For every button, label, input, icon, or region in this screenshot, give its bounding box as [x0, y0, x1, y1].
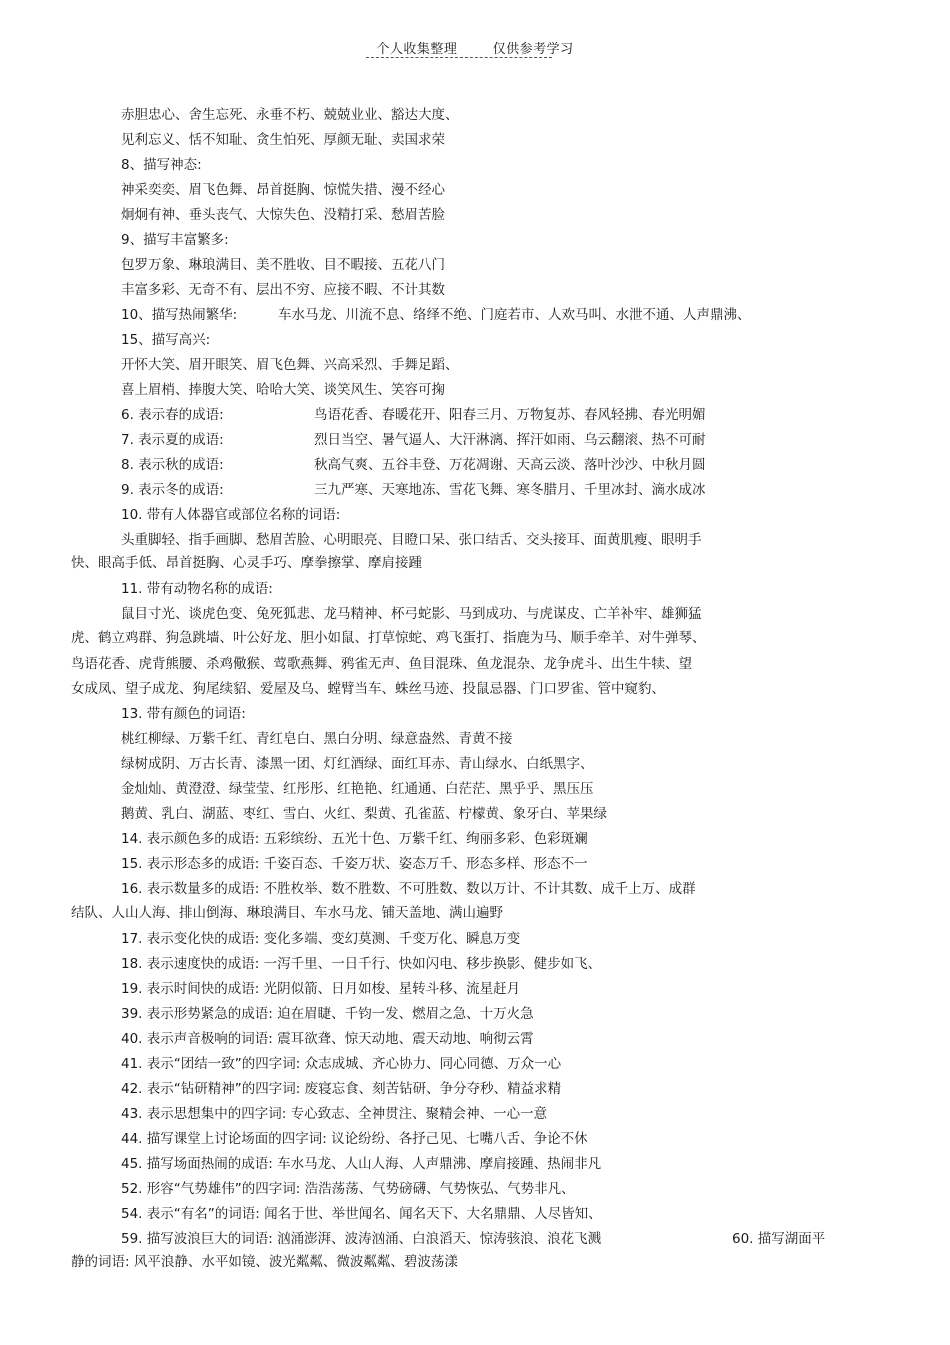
text-line: 42. 表示“钻研精神”的四字词: 废寝忘食、刻苦钻研、争分夺秒、精益求精 [121, 1081, 562, 1097]
text-line: 15. 表示形态多的成语: 千姿百态、千姿万状、姿态万千、形态多样、形态不一 [121, 856, 588, 872]
text-line: 神采奕奕、眉飞色舞、昂首挺胸、惊慌失措、漫不经心 [121, 182, 445, 198]
text-line: 包罗万象、琳琅满目、美不胜收、目不暇接、五花八门 [121, 257, 445, 273]
section-heading: 9. 表示冬的成语: [121, 482, 224, 498]
text-line: 40. 表示声音极响的词语: 震耳欲聋、惊天动地、震天动地、响彻云霄 [121, 1031, 534, 1047]
text-line: 喜上眉梢、捧腹大笑、哈哈大笑、谈笑风生、笑容可掬 [121, 382, 445, 398]
text-line: 绿树成阴、万古长青、漆黑一团、灯红酒绿、面红耳赤、青山绿水、白纸黑字、 [121, 756, 594, 772]
text-line: 开怀大笑、眉开眼笑、眉飞色舞、兴高采烈、手舞足蹈、 [121, 357, 459, 373]
section-heading: 11. 带有动物名称的成语: [121, 581, 273, 597]
text-line: 43. 表示思想集中的四字词: 专心致志、全神贯注、聚精会神、一心一意 [121, 1106, 548, 1122]
text-line: 虎、鹤立鸡群、狗急跳墙、叶公好龙、胆小如鼠、打草惊蛇、鸡飞蛋打、指鹿为马、顺手牵羊、对牛弹琴、 [71, 630, 706, 646]
text-line: 丰富多彩、无奇不有、层出不穷、应接不暇、不计其数 [121, 282, 445, 298]
text-line: 静的词语: 风平浪静、水平如镜、波光粼粼、微波粼粼、碧波荡漾 [71, 1254, 458, 1270]
text-line: 鹅黄、乳白、湖蓝、枣红、雪白、火红、梨黄、孔雀蓝、柠檬黄、象牙白、苹果绿 [121, 806, 607, 822]
text-line: 烈日当空、暑气逼人、大汗淋漓、挥汗如雨、乌云翻滚、热不可耐 [314, 432, 706, 448]
text-line: 17. 表示变化快的成语: 变化多端、变幻莫测、千变万化、瞬息万变 [121, 931, 521, 947]
text-line: 59. 描写波浪巨大的词语: 汹涌澎湃、波涛汹涌、白浪滔天、惊涛骇浪、浪花飞溅 [121, 1231, 602, 1247]
text-line: 19. 表示时间快的成语: 光阴似箭、日月如梭、星转斗移、流星赶月 [121, 981, 521, 997]
text-line: 60. 描写湖面平 [732, 1231, 826, 1247]
text-line: 鼠目寸光、谈虎色变、兔死狐悲、龙马精神、杯弓蛇影、马到成功、与虎谋皮、亡羊补牢、雄狮猛 [121, 606, 702, 622]
text-line: 鸟语花香、春暖花开、阳春三月、万物复苏、春风轻拂、春光明媚 [314, 407, 706, 423]
text-line: 44. 描写课堂上讨论场面的四字词: 议论纷纷、各抒己见、七嘴八舌、争论不休 [121, 1131, 588, 1147]
text-line: 快、眼高手低、昂首挺胸、心灵手巧、摩拳擦掌、摩肩接踵 [71, 555, 422, 571]
page-header [0, 38, 950, 57]
section-heading: 8、描写神态: [121, 157, 202, 173]
text-line: 鸟语花香、虎背熊腰、杀鸡儆猴、莺歌燕舞、鸦雀无声、鱼目混珠、鱼龙混杂、龙争虎斗、出生牛犊、望 [71, 656, 692, 672]
text-line: 头重脚轻、指手画脚、愁眉苦脸、心明眼亮、目瞪口呆、张口结舌、交头接耳、面黄肌瘦、眼明手 [121, 532, 702, 548]
text-line: 桃红柳绿、万紫千红、青红皂白、黑白分明、绿意盎然、青黄不接 [121, 731, 513, 747]
text-line: 16. 表示数量多的成语: 不胜枚举、数不胜数、不可胜数、数以万计、不计其数、成千上万、成群 [121, 881, 696, 897]
header-right: 仅供参考学习 [492, 42, 574, 57]
text-line: 秋高气爽、五谷丰登、万花凋谢、天高云淡、落叶沙沙、中秋月圆 [314, 457, 706, 473]
section-heading: 7. 表示夏的成语: [121, 432, 224, 448]
section-heading: 10、描写热闹繁华: [121, 307, 238, 323]
text-line: 见利忘义、恬不知耻、贪生怕死、厚颜无耻、卖国求荣 [121, 132, 445, 148]
section-heading: 9、描写丰富繁多: [121, 232, 229, 248]
section-heading: 8. 表示秋的成语: [121, 457, 224, 473]
text-line: 41. 表示“团结一致”的四字词: 众志成城、齐心协力、同心同德、万众一心 [121, 1056, 562, 1072]
text-line: 18. 表示速度快的成语: 一泻千里、一日千行、快如闪电、移步换影、健步如飞、 [121, 956, 602, 972]
section-heading: 13. 带有颜色的词语: [121, 706, 246, 722]
text-line: 三九严寒、天寒地冻、雪花飞舞、寒冬腊月、千里冰封、滴水成冰 [314, 482, 706, 498]
text-line: 14. 表示颜色多的成语: 五彩缤纷、五光十色、万紫千红、绚丽多彩、色彩斑斓 [121, 831, 588, 847]
section-heading: 15、描写高兴: [121, 332, 211, 348]
section-heading: 6. 表示春的成语: [121, 407, 224, 423]
text-line: 39. 表示形势紧急的成语: 迫在眉睫、千钧一发、燃眉之急、十万火急 [121, 1006, 534, 1022]
header-left: 个人收集整理 [376, 42, 458, 57]
text-line: 炯炯有神、垂头丧气、大惊失色、没精打采、愁眉苦脸 [121, 207, 445, 223]
text-line: 结队、人山人海、排山倒海、琳琅满目、车水马龙、铺天盖地、满山遍野 [71, 905, 503, 921]
text-line: 45. 描写场面热闹的成语: 车水马龙、人山人海、人声鼎沸、摩肩接踵、热闹非凡 [121, 1156, 602, 1172]
text-line: 54. 表示“有名”的词语: 闻名于世、举世闻名、闻名天下、大名鼎鼎、人尽皆知、 [121, 1206, 602, 1222]
section-heading: 10. 带有人体器官或部位名称的词语: [121, 507, 341, 523]
text-line: 52. 形容“气势雄伟”的四字词: 浩浩荡荡、气势磅礴、气势恢弘、气势非凡、 [121, 1181, 575, 1197]
header-rule [366, 57, 552, 58]
text-line: 车水马龙、川流不息、络绎不绝、门庭若市、人欢马叫、水泄不通、人声鼎沸、 [278, 307, 751, 323]
text-line: 女成凤、望子成龙、狗尾续貂、爱屋及乌、螳臂当车、蛛丝马迹、投鼠忌器、门口罗雀、管中窥豹、 [71, 681, 665, 697]
text-line: 赤胆忠心、舍生忘死、永垂不朽、兢兢业业、豁达大度、 [121, 107, 459, 123]
text-line: 金灿灿、黄澄澄、绿莹莹、红彤彤、红艳艳、红通通、白茫茫、黑乎乎、黑压压 [121, 781, 594, 797]
